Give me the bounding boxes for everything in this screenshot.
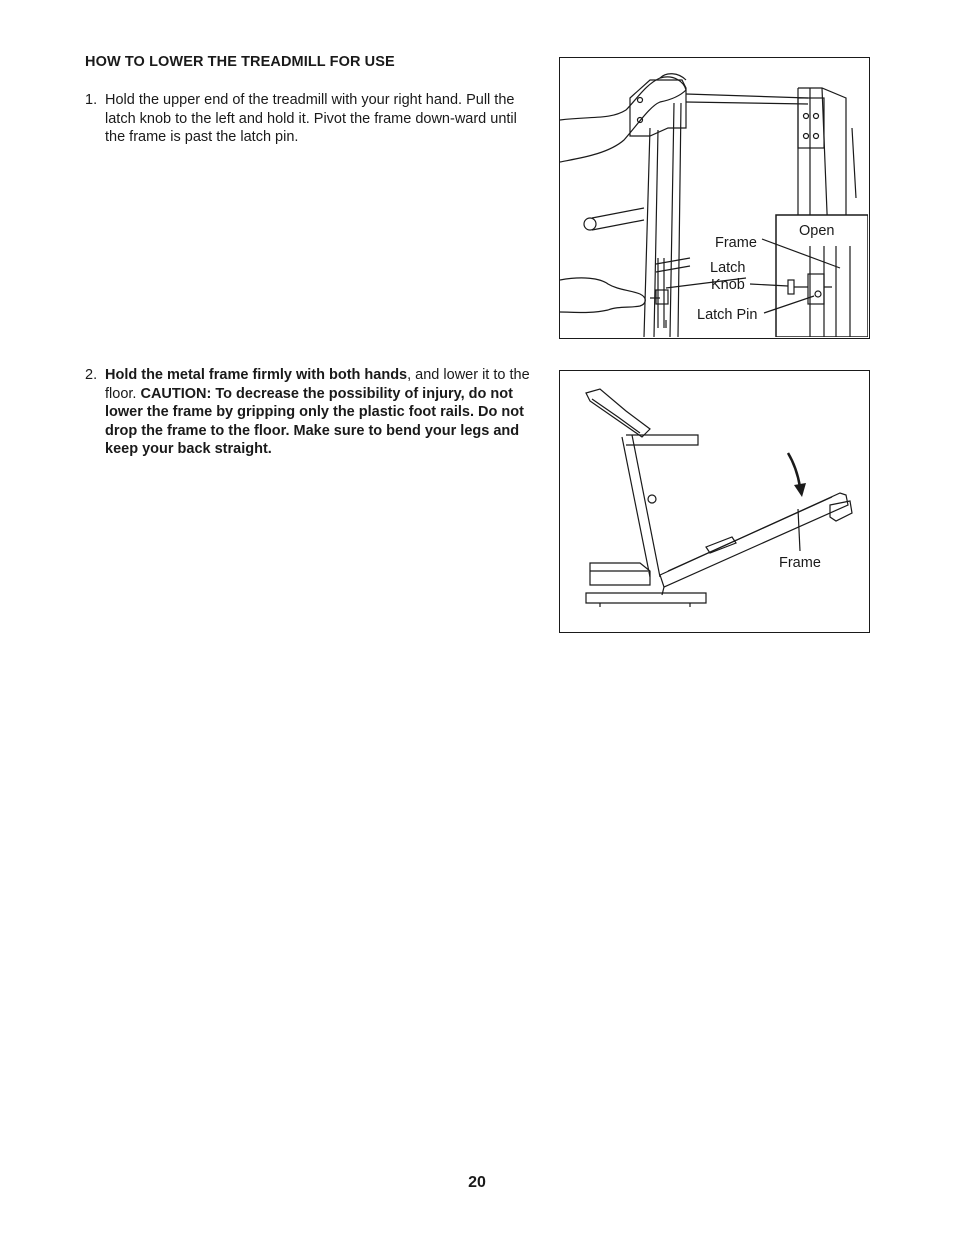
label-frame: Frame [715,235,757,251]
page-number: 20 [468,1174,486,1191]
step-text: Hold the upper end of the treadmill with your right hand. Pull the latch knob to the left and hold it. Pivot the frame down-ward until the frame is past the latch pin. [105,92,517,146]
step-number: 2. [85,367,98,383]
section-heading: HOW TO LOWER THE TREADMILL FOR USE [85,54,395,70]
label-knob: Knob [711,277,745,293]
label-open: Open [799,223,835,239]
label-latch: Latch [710,260,746,276]
step-text [105,366,535,459]
instruction-step-1 [85,91,535,147]
instruction-step-2 [85,366,535,459]
figure-lowering [559,370,870,633]
latch-illustration [560,58,868,337]
step-number: 1. [85,92,98,108]
step-bold-lead: Hold the metal frame firmly with both hands [105,367,408,383]
label-latch-pin: Latch Pin [697,307,758,323]
figure-latch [559,57,870,339]
step-text-normal: , and lower it to the floor. [105,367,530,402]
label-frame: Frame [779,555,821,571]
caution-text: CAUTION: To decrease the possibility of injury, do not lower the frame by gripping only the plastic foot rails. Do not drop the frame to the floor. Make sure to bend your legs and keep your back straight. [105,385,524,458]
lowering-illustration [560,371,868,631]
